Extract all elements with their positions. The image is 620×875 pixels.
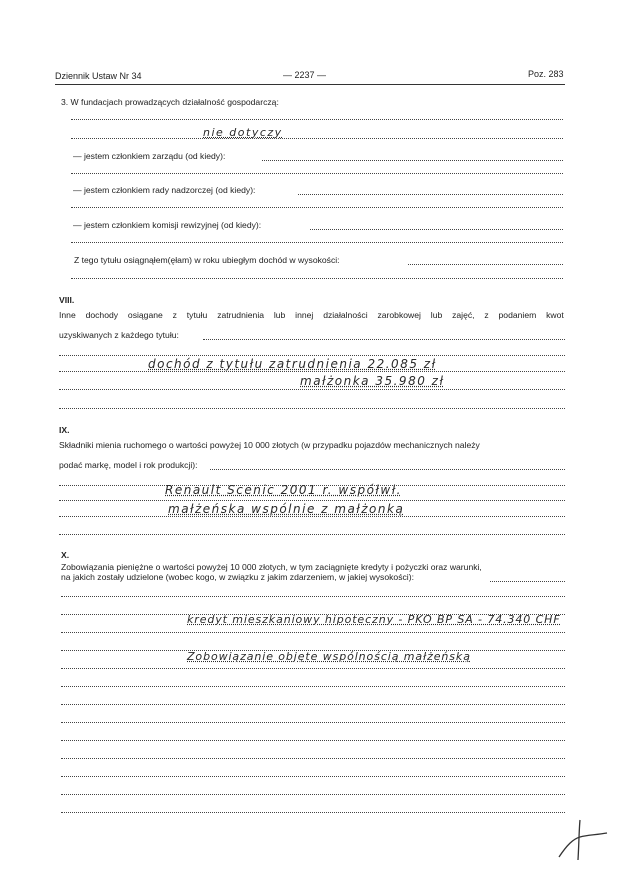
section8-word: Inne — [59, 310, 76, 320]
handwritten-income-line1: dochód z tytułu zatrudnienia 22.085 zł — [148, 357, 437, 371]
fill-line — [59, 500, 565, 501]
section8-word: tytułu — [186, 310, 208, 320]
handwritten-income-line2: małżonka 35.980 zł — [300, 374, 445, 388]
section8-word: dochody — [85, 310, 119, 320]
board-member-label: — jestem członkiem zarządu (od kiedy): — [73, 151, 226, 161]
fill-line — [59, 355, 565, 356]
income-label: Z tego tytułu osiągnąłem(ęłam) w roku ubiegłym dochód w wysokości: — [74, 255, 340, 265]
fill-line — [203, 339, 565, 340]
section10-text-line2: na jakich zostały udzielone (wobec kogo, w związku z jakim zdarzeniem, w jakiej wysokości): — [61, 572, 414, 582]
fill-line — [59, 371, 565, 372]
fill-line — [61, 740, 565, 741]
fill-line — [490, 581, 565, 582]
fill-line — [71, 278, 563, 279]
fill-line — [298, 194, 563, 195]
fill-line — [61, 632, 565, 633]
section8-word: z — [172, 310, 177, 320]
section8-word: podaniem — [498, 310, 537, 320]
fill-line — [71, 207, 563, 208]
fill-line — [310, 229, 563, 230]
supervisory-board-label: — jestem członkiem rady nadzorczej (od kiedy): — [73, 185, 256, 195]
fill-line — [59, 516, 565, 517]
section8-word: zatrudnienia — [217, 310, 265, 320]
section8-word: lub — [430, 310, 443, 320]
section10-text-line1: Zobowiązania pieniężne o wartości powyżej 10 000 złotych, w tym zaciągnięte kredyty i pożyczki oraz warunki, — [61, 562, 482, 572]
handwritten-liability-line1: kredyt mieszkaniowy hipoteczny - PKO BP SA - 74.340 CHF — [187, 613, 561, 626]
fill-line — [59, 534, 565, 535]
section8-text-line1 — [59, 311, 564, 320]
fill-line — [61, 722, 565, 723]
section8-word: z — [484, 310, 489, 320]
section8-text-line2: uzyskiwanych z każdego tytułu: — [59, 330, 179, 340]
section8-word: działalności — [323, 310, 368, 320]
fill-line — [71, 173, 563, 174]
section8-word: zajęć, — [452, 310, 475, 320]
fill-line — [61, 812, 565, 813]
fill-line — [61, 668, 565, 669]
fill-line — [61, 704, 565, 705]
section9-text-line2: podać markę, model i rok produkcji): — [59, 460, 198, 470]
header-rule — [55, 84, 565, 85]
fill-line — [71, 138, 563, 139]
fill-line — [59, 389, 565, 390]
fill-line — [408, 264, 563, 265]
fill-line — [61, 686, 565, 687]
handwritten-vehicle-line1: Renault Scenic 2001 r. współwł. — [165, 483, 402, 497]
section3-heading: 3. W fundacjach prowadzących działalność gospodarczą: — [61, 97, 279, 107]
journal-title: Dziennik Ustaw Nr 34 — [55, 71, 142, 81]
section8-word: kwot — [546, 310, 564, 320]
section9-number: IX. — [59, 425, 70, 435]
section9-text-line1: Składniki mienia ruchomego o wartości powyżej 10 000 złotych (w przypadku pojazdów mechanicznych należy — [59, 440, 480, 450]
signature-mark — [555, 815, 610, 865]
position-number: Poz. 283 — [528, 69, 564, 79]
fill-line — [61, 776, 565, 777]
section8-word: osiągane — [127, 310, 163, 320]
fill-line — [262, 160, 563, 161]
section8-word: innej — [295, 310, 314, 320]
fill-line — [61, 794, 565, 795]
fill-line — [71, 119, 563, 120]
fill-line — [210, 469, 565, 470]
handwritten-vehicle-line2: małżeńska wspólnie z małżonką — [168, 502, 405, 516]
page-number: — 2237 — — [283, 70, 327, 80]
handwritten-not-applicable: nie dotyczy — [203, 126, 283, 139]
section8-number: VIII. — [59, 295, 75, 305]
fill-line — [61, 596, 565, 597]
fill-line — [61, 758, 565, 759]
section10-number: X. — [61, 550, 70, 560]
section8-word: lub — [273, 310, 286, 320]
handwritten-liability-line2: Zobowiązanie objęte wspólnością małżeńską — [187, 650, 471, 663]
fill-line — [59, 408, 565, 409]
audit-committee-label: — jestem członkiem komisji rewizyjnej (od kiedy): — [73, 220, 262, 230]
section8-word: zarobkowej — [377, 310, 421, 320]
fill-line — [71, 242, 563, 243]
